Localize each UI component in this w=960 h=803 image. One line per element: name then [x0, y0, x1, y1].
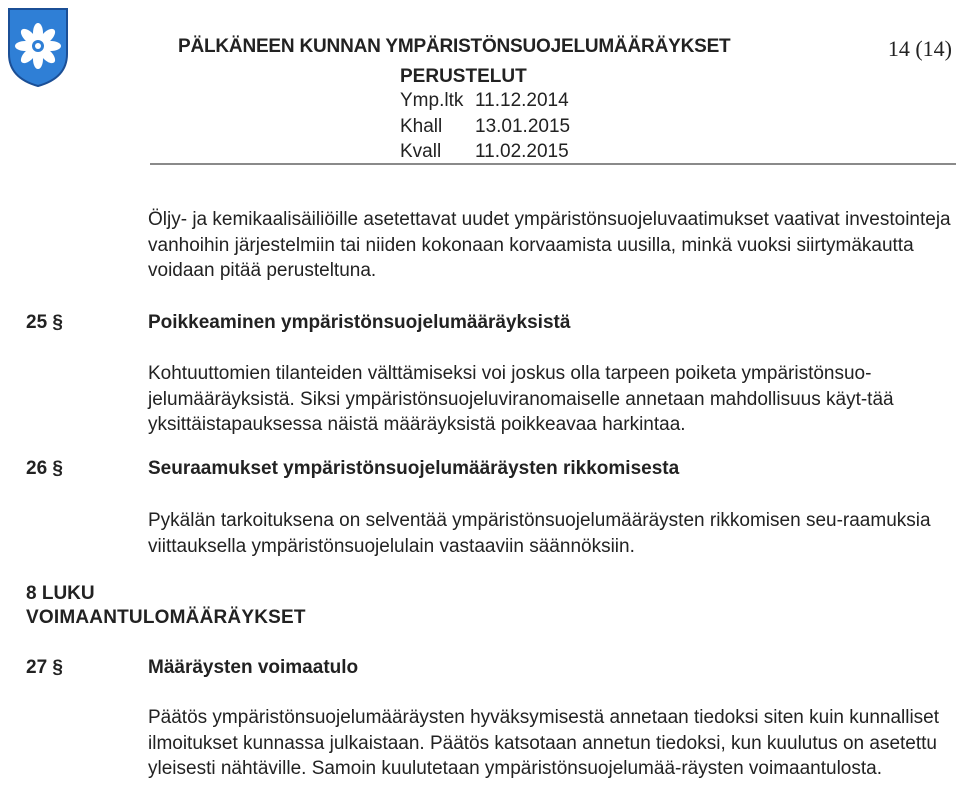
document-subtitle: PERUSTELUT: [400, 66, 527, 87]
approval-body-label: Ymp.ltk: [400, 90, 464, 111]
approval-date-row: [400, 88, 570, 114]
section-title: Poikkeaminen ympäristönsuojelumääräyksistä: [148, 312, 571, 333]
municipal-coat-of-arms-logo: [6, 6, 70, 88]
header-divider: [150, 163, 956, 165]
section-number: 26 §: [26, 458, 63, 479]
approval-date: 13.01.2015: [475, 115, 571, 137]
approval-body-label: Kvall: [400, 141, 442, 162]
approval-dates: [400, 88, 570, 165]
approval-date: 11.12.2014: [475, 90, 569, 111]
chapter-number: 8 LUKU: [26, 583, 95, 604]
approval-body-label: Khall: [400, 115, 443, 137]
section-text: Päätös ympäristönsuojelumääräysten hyväksymisestä annetaan tiedoksi siten kuin kunnalliset ilmoitukset kunnassa julkaistaan. Päätös katsotaan annetun tiedoksi, kun kuulutus on asetettu yleisesti nähtäville. Samoin kuulutetaan ympäristönsuojelumää-räysten voimaantulosta.: [148, 707, 940, 779]
section-number: 25 §: [26, 312, 63, 333]
page-number: 14 (14): [887, 36, 952, 61]
approval-date-row: [400, 139, 570, 165]
approval-date-row: [400, 114, 570, 140]
section-text: Pykälän tarkoituksena on selventää ympäristönsuojelumääräysten rikkomisen seu-raamuksia viittauksella ympäristönsuojelulain vastaaviin säännöksiin.: [148, 510, 931, 557]
document-title: PÄLKÄNEEN KUNNAN YMPÄRISTÖNSUOJELUMÄÄRÄYKSET: [178, 36, 731, 57]
section-title: Seuraamukset ympäristönsuojelumääräysten rikkomisesta: [148, 458, 680, 479]
section-number: 27 §: [26, 657, 63, 678]
section-title: Määräysten voimaatulo: [148, 657, 359, 678]
intro-paragraph: Öljy- ja kemikaalisäiliöille asetettavat uudet ympäristönsuojeluvaatimukset vaativat investointeja vanhoihin järjestelmiin tai niiden kokonaan korvaamista uusilla, minkä vuoksi siirtymäkautta voidaan pitää perusteltuna.: [148, 209, 951, 281]
section-text: Kohtuuttomien tilanteiden välttämiseksi voi joskus olla tarpeen poiketa ympäristönsuo-jelumääräyksistä. Siksi ympäristönsuojeluviranomaiselle annetaan mahdollisuus käyt-tää yksittäistapauksessa näistä määräyksistä poikkeavaa harkintaa.: [148, 363, 894, 435]
chapter-title: VOIMAANTULOMÄÄRÄYKSET: [26, 607, 306, 628]
approval-date: 11.02.2015: [475, 141, 569, 162]
